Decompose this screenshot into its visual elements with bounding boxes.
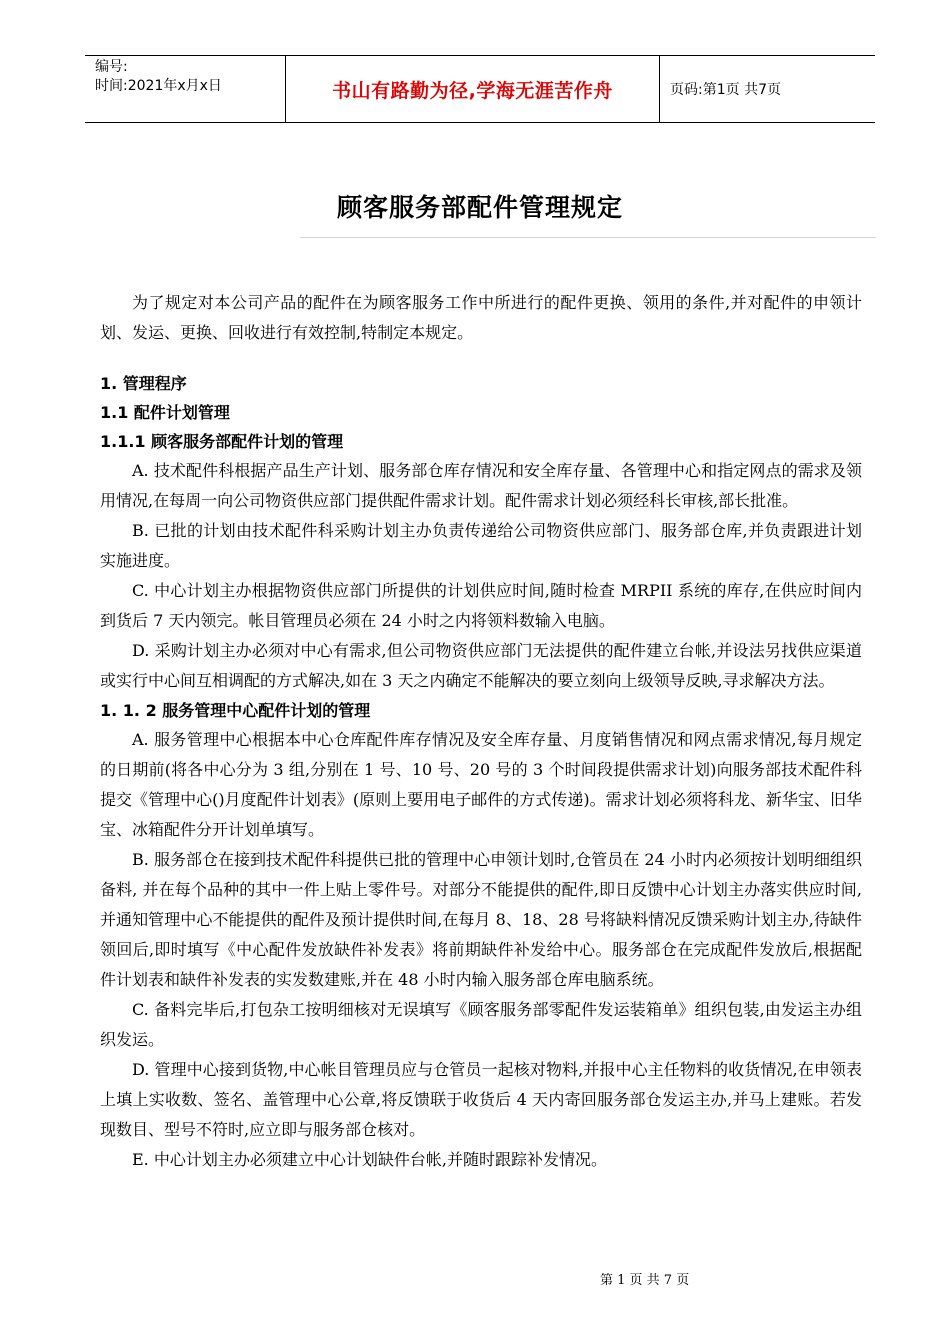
paragraph-1-1-1-a: A. 技术配件科根据产品生产计划、服务部仓库存情况和安全库存量、各管理中心和指定网点的需求及领用情况,在每周一向公司物资供应部门提供配件需求计划。配件需求计划必须经科长审核,部长批准。: [100, 461, 862, 510]
document-body: [100, 288, 862, 1175]
header-motto: 书山有路勤为径,学海无涯苦作舟: [286, 56, 660, 122]
serial-label: 编号:: [95, 59, 128, 75]
paragraph-1-1-2-c: C. 备料完毕后,打包杂工按明细核对无误填写《顾客服务部零配件发运装箱单》组织包装,由发运主办组织发运。: [100, 1000, 862, 1049]
paragraph-1-1-2-d: D. 管理中心接到货物,中心帐目管理员应与仓管员一起核对物料,并报中心主任物料的收货情况,在申领表上填上实收数、签名、盖管理中心公章,将反馈联于收货后 4 天内寄回服务部仓发运主办,并马上建账。若发现数目、型号不符时,应立即与服务部仓核对。: [100, 1060, 862, 1139]
paragraph-1-1-1-c: C. 中心计划主办根据物资供应部门所提供的计划供应时间,随时检查 MRPII 系统的库存,在供应时间内到货后 7 天内领完。帐目管理员必须在 24 小时之内将领料数输入电脑。: [100, 581, 862, 630]
heading-1-1: 1.1 配件计划管理: [100, 403, 230, 422]
paragraph-1-1-2-a: A. 服务管理中心根据本中心仓库配件库存情况及安全库存量、月度销售情况和网点需求情况,每月规定的日期前(将各中心分为 3 组,分别在 1 号、10 号、20 号的 3 个时间段提供需求计划)向服务部技术配件科提交《管理中心()月度配件计划表》(原则上要用电子邮件的方式传递)。需求计划必须将科龙、新华宝、旧华宝、冰箱配件分开计划单填写。: [100, 730, 862, 839]
document-title: 顾客服务部配件管理规定: [336, 193, 623, 222]
page-footer: 第 1 页 共 7 页: [600, 1273, 690, 1288]
header-page-label: 页码:第1页 共7页: [670, 82, 781, 98]
header-meta-cell: [85, 56, 286, 122]
paragraph-1-1-2-e: E. 中心计划主办必须建立中心计划缺件台帐,并随时跟踪补发情况。: [132, 1150, 607, 1169]
header-table: [85, 55, 875, 123]
intro-paragraph: 为了规定对本公司产品的配件在为顾客服务工作中所进行的配件更换、领用的条件,并对配件的申领计划、发运、更换、回收进行有效控制,特制定本规定。: [100, 293, 862, 342]
heading-1-1-2: 1. 1. 2 服务管理中心配件计划的管理: [100, 701, 371, 720]
heading-1-1-1: 1.1.1 顾客服务部配件计划的管理: [100, 432, 344, 451]
time-label: 时间:2021年x月x日: [95, 78, 222, 94]
paragraph-1-1-1-b: B. 已批的计划由技术配件科采购计划主办负责传递给公司物资供应部门、服务部仓库,并负责跟进计划实施进度。: [100, 521, 862, 570]
heading-1: 1. 管理程序: [100, 374, 187, 393]
paragraph-1-1-2-b: B. 服务部仓在接到技术配件科提供已批的管理中心申领计划时,仓管员在 24 小时内必须按计划明细组织备料, 并在每个品种的其中一件上贴上零件号。对部分不能提供的配件,即日反馈中心计划主办落实供应时间,并通知管理中心不能提供的配件及预计提供时间,在每月 8、18、28 号将缺料情况反馈采购计划主办,待缺件领回后,即时填写《中心配件发放缺件补发表》将前期缺件补发给中心。服务部仓在完成配件发放后,根据配件计划表和缺件补发表的实发数建账,并在 48 小时内输入服务部仓库电脑系统。: [100, 850, 862, 989]
title-divider: [300, 237, 876, 238]
paragraph-1-1-1-d: D. 采购计划主办必须对中心有需求,但公司物资供应部门无法提供的配件建立台帐,并设法另找供应渠道或实行中心间互相调配的方式解决,如在 3 天之内确定不能解决的要立刻向上级领导反映,寻求解决方法。: [100, 641, 862, 690]
